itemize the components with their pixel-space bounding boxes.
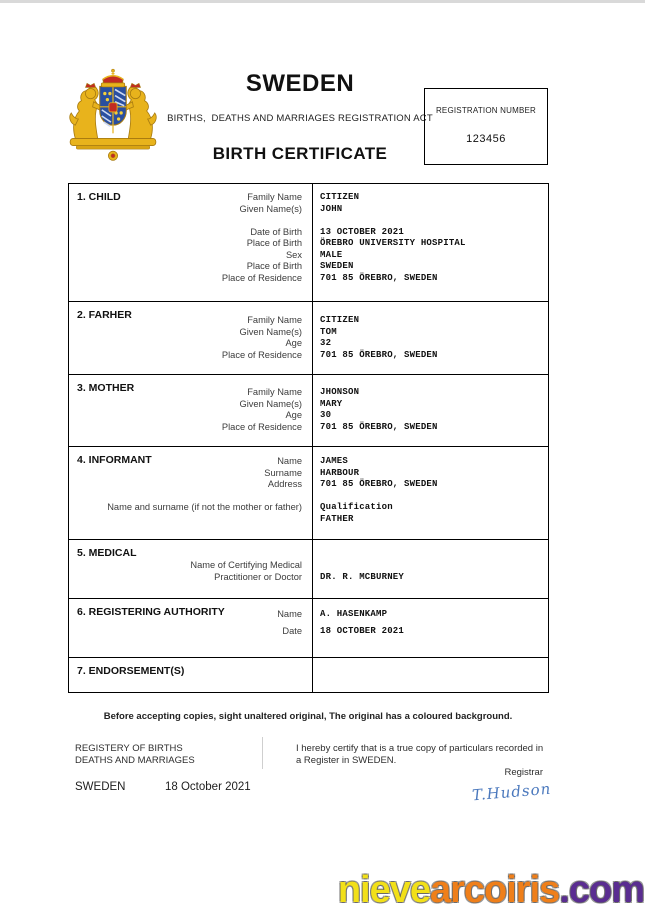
certificate-table [68, 183, 549, 693]
section-right-cell [313, 447, 548, 539]
section-values [313, 375, 548, 433]
section-row [69, 599, 548, 658]
section-title: 7. ENDORSEMENT(S) [77, 665, 185, 677]
section-right-cell [313, 599, 548, 657]
field-value: 701 85 ÖREBRO, SWEDEN [320, 272, 438, 283]
row-spacer [320, 491, 548, 503]
section-right-cell [313, 184, 548, 301]
row-spacer [69, 215, 302, 227]
field-label: Name [277, 609, 302, 619]
registration-number-label: REGISTRATION NUMBER [435, 106, 537, 115]
field-label: Age [285, 410, 302, 420]
act-subtitle: BIRTHS, DEATHS AND MARRIAGES REGISTRATION ACT [167, 113, 433, 124]
field-label: Practitioner or Doctor [214, 571, 302, 582]
certify-statement: I hereby certify that is a true copy of particulars recorded in a Register in SWEDEN. [296, 743, 544, 766]
field-label: Sex [285, 249, 302, 260]
row-spacer [69, 491, 302, 503]
field-value: 13 OCTOBER 2021 [320, 226, 405, 237]
top-divider [0, 0, 645, 3]
section-title: 4. INFORMANT [77, 454, 152, 466]
section-left-cell [69, 540, 313, 598]
field-value: ÖREBRO UNIVERSITY HOSPITAL [320, 238, 466, 248]
section-title: 5. MEDICAL [77, 547, 137, 559]
field-label: Surname [264, 467, 302, 478]
section-right-cell [313, 302, 548, 374]
field-value: 701 85 ÖREBRO, SWEDEN [320, 349, 438, 360]
field-label: Family Name [247, 387, 302, 397]
section-title: 3. MOTHER [77, 382, 135, 394]
registry-office-line2: DEATHS AND MARRIAGES [75, 754, 195, 766]
document-title: BIRTH CERTIFICATE [212, 144, 388, 163]
field-label: Place of Birth [246, 261, 302, 271]
section-title: 2. FARHER [77, 309, 132, 321]
registration-number-value: 123456 [466, 133, 506, 145]
field-label: Date [282, 625, 302, 636]
field-label: Name and surname (if not the mother or father) [107, 502, 302, 512]
field-value: CITIZEN [320, 192, 360, 202]
field-label: Name of Certifying Medical [190, 560, 302, 570]
field-value: A. HASENKAMP [320, 609, 388, 619]
field-value: 701 85 ÖREBRO, SWEDEN [320, 421, 438, 432]
field-value: JAMES [320, 456, 349, 466]
section-values [313, 447, 548, 525]
issue-place: SWEDEN [75, 781, 126, 793]
section-row [69, 658, 548, 692]
section-values [313, 540, 548, 583]
field-label: Date of Birth [250, 226, 302, 237]
country-title: SWEDEN [245, 70, 355, 97]
section-left-cell [69, 302, 313, 374]
registry-office-line1: REGISTERY OF BIRTHS [75, 743, 183, 754]
field-value: 701 85 ÖREBRO, SWEDEN [320, 479, 438, 489]
section-right-cell [313, 375, 548, 446]
section-right-cell [313, 540, 548, 598]
watermark-segment: nieve [337, 869, 430, 911]
section-left-cell [69, 184, 313, 301]
field-label: Family Name [247, 315, 302, 325]
field-value: CITIZEN [320, 315, 360, 325]
field-label: Given Name(s) [239, 398, 302, 409]
field-label [69, 514, 302, 526]
section-left-cell [69, 375, 313, 446]
section-row [69, 375, 548, 447]
row-spacer [320, 215, 548, 227]
field-label: Place of Residence [221, 272, 302, 283]
section-labels [69, 599, 312, 637]
field-value: Qualification [320, 502, 393, 512]
registrar-label: Registrar [504, 767, 543, 778]
field-label: Place of Birth [246, 238, 302, 248]
field-value: JOHN [320, 203, 343, 214]
section-row [69, 302, 548, 375]
section-title: 1. CHILD [77, 191, 121, 203]
section-values [313, 302, 548, 361]
watermark-segment: .com [559, 869, 644, 911]
section-left-cell [69, 447, 313, 539]
field-value: 18 OCTOBER 2021 [320, 625, 405, 636]
field-label: Place of Residence [221, 349, 302, 360]
section-values [313, 599, 548, 637]
header-titles [150, 70, 450, 164]
field-value: SWEDEN [320, 261, 354, 271]
section-row [69, 184, 548, 302]
field-value: HARBOUR [320, 467, 360, 478]
field-value: DR. R. MCBURNEY [320, 571, 405, 582]
watermark-segment: arcoiris [429, 869, 560, 911]
section-right-cell [313, 658, 548, 692]
field-label: Place of Residence [221, 421, 302, 432]
field-label: Given Name(s) [239, 326, 302, 337]
site-watermark [338, 870, 644, 910]
field-label: Address [267, 479, 302, 489]
footer-divider [262, 737, 263, 769]
section-row [69, 447, 548, 540]
field-value: TOM [320, 326, 337, 337]
field-value: 32 [320, 338, 332, 348]
field-value: MALE [320, 249, 343, 260]
registration-number-box [424, 88, 548, 165]
field-value: FATHER [320, 513, 354, 524]
section-left-cell [69, 658, 313, 692]
field-label: Given Name(s) [239, 203, 302, 214]
field-value [320, 560, 548, 572]
section-row [69, 540, 548, 599]
section-title: 6. REGISTERING AUTHORITY [77, 606, 225, 618]
sweden-coat-of-arms-icon [66, 64, 160, 168]
field-value: JHONSON [320, 387, 360, 397]
registrar-signature: T.Hudson [471, 779, 552, 805]
field-label: Family Name [247, 192, 302, 202]
copy-notice: Before accepting copies, sight unaltered original, The original has a coloured background. [103, 711, 513, 722]
field-label: Age [285, 338, 302, 348]
field-label: Name [277, 456, 302, 466]
section-left-cell [69, 599, 313, 657]
registry-office-label [75, 743, 195, 766]
section-values [313, 184, 548, 284]
field-value: 30 [320, 410, 332, 420]
field-value: MARY [320, 398, 343, 409]
issue-date: 18 October 2021 [165, 781, 251, 793]
